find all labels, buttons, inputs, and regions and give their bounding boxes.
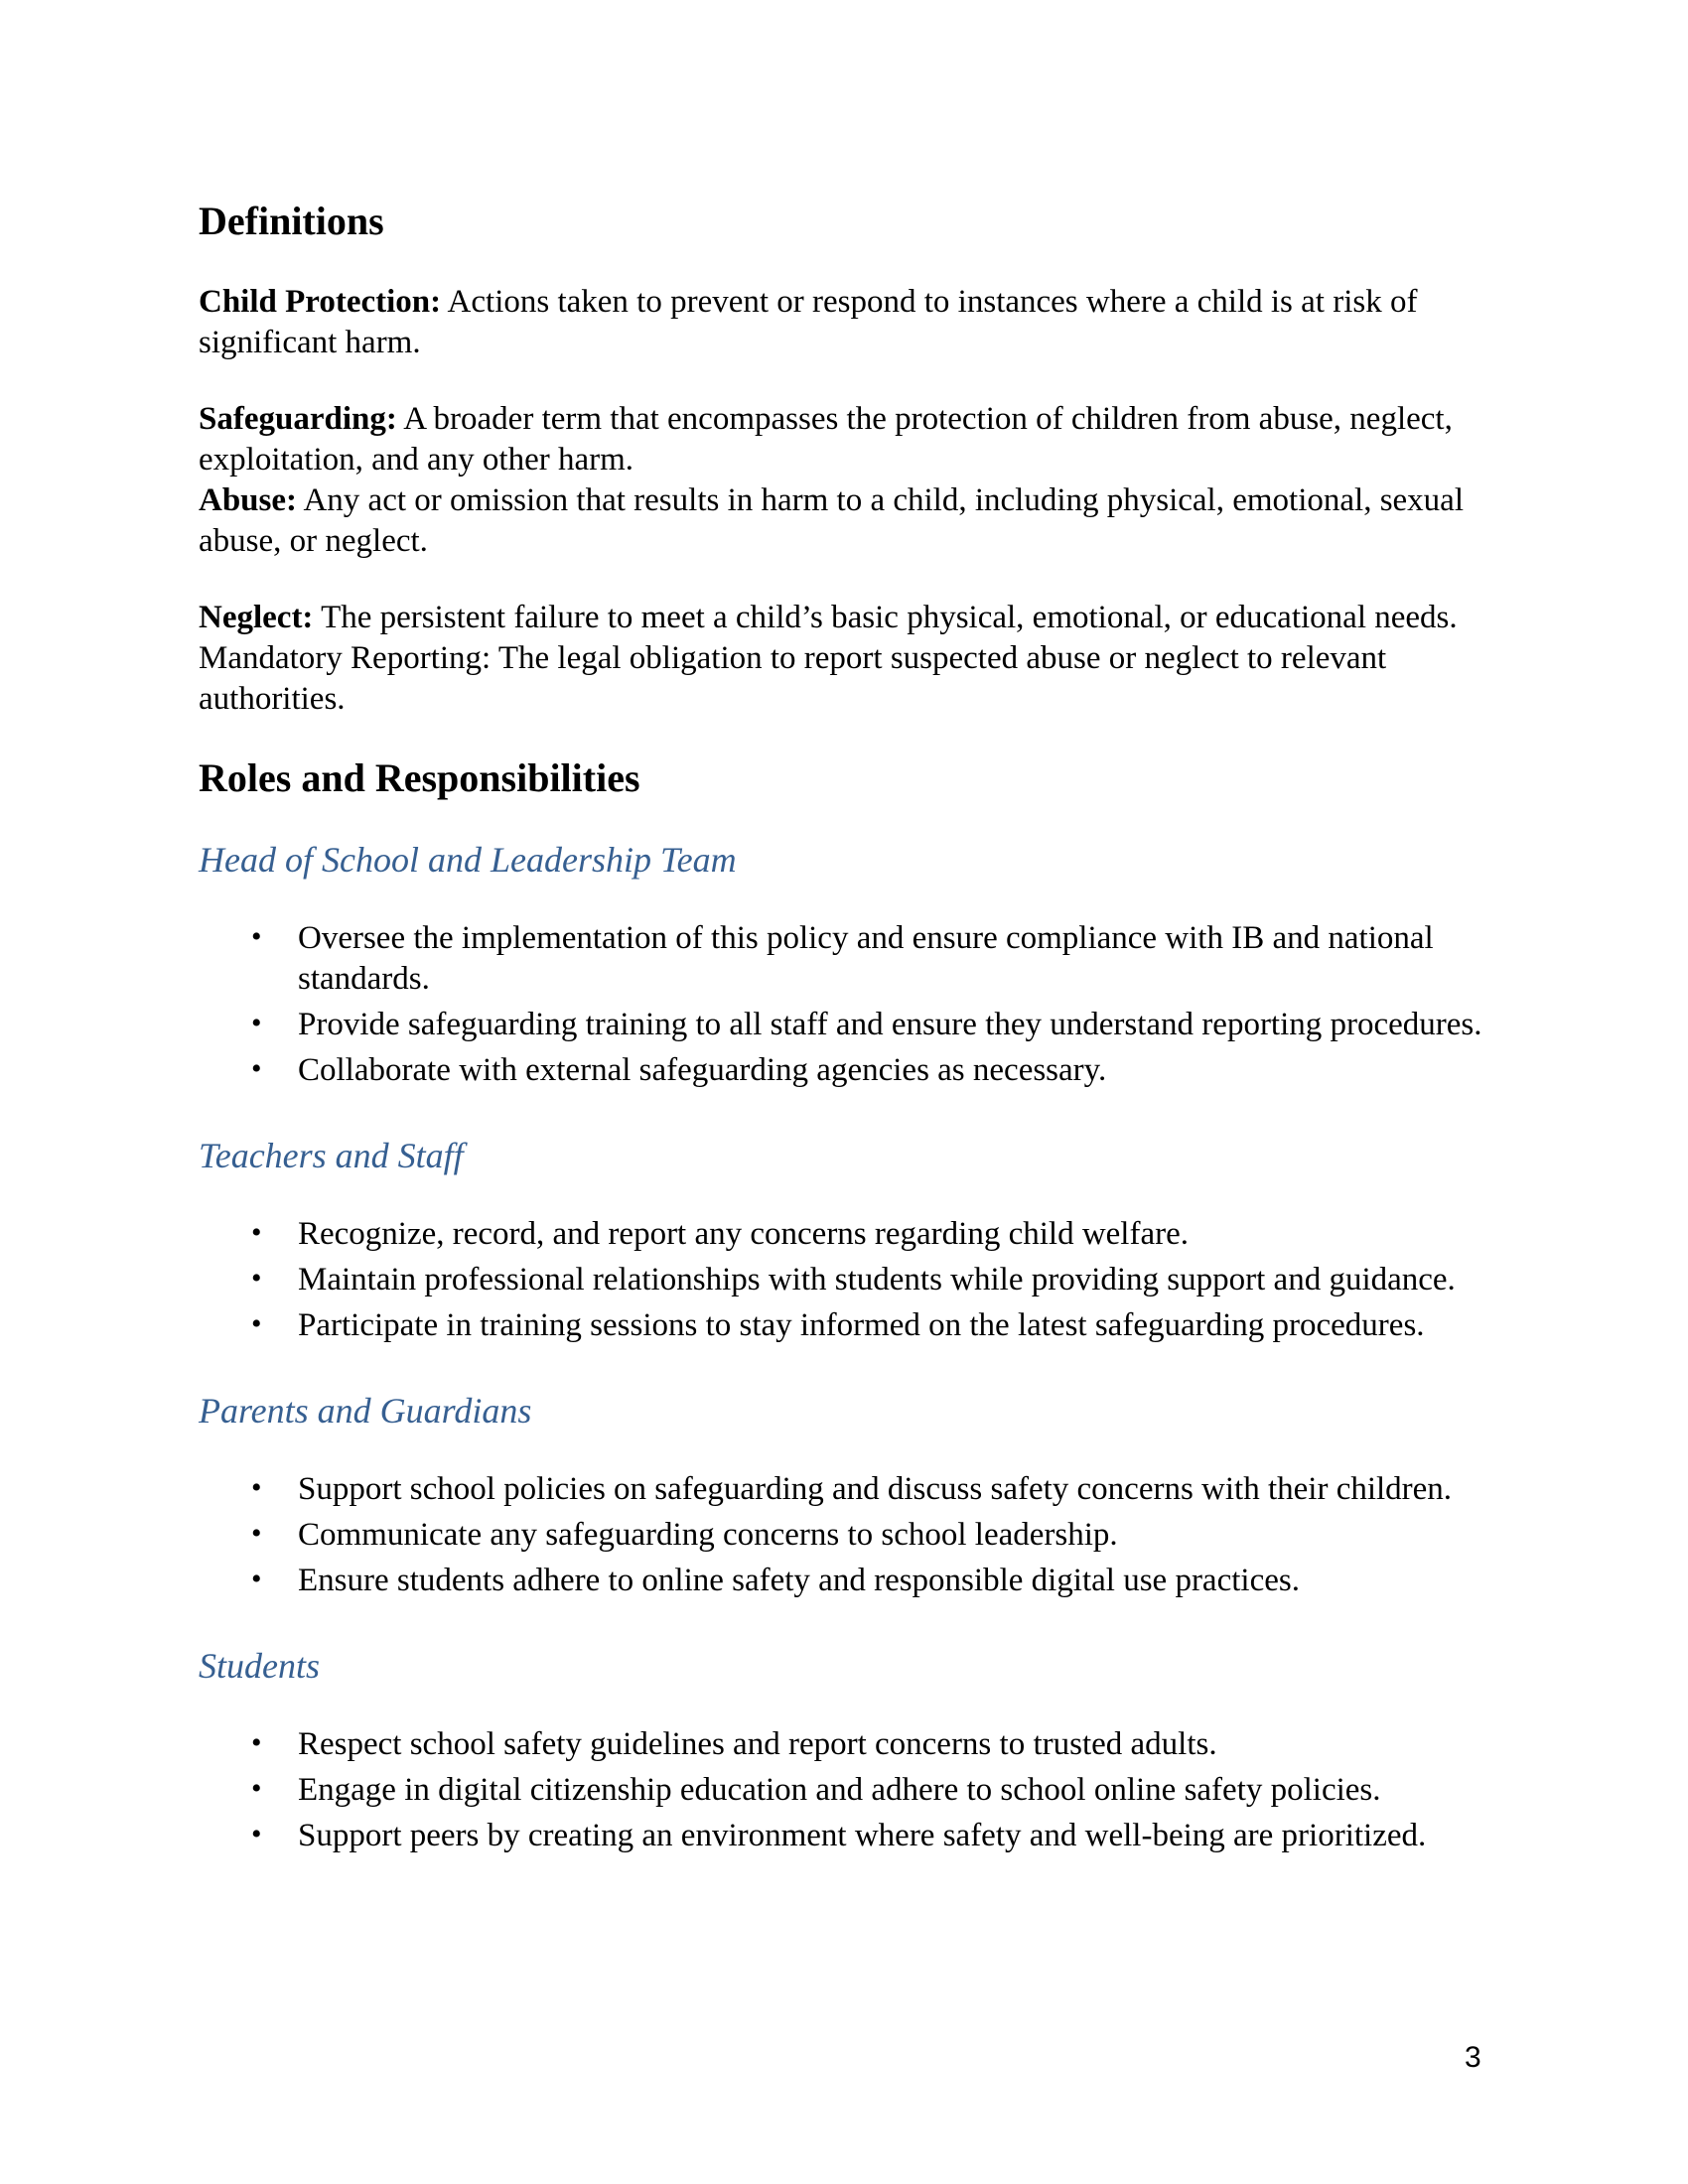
- bullet-icon: •: [251, 920, 262, 953]
- bullet-text: Communicate any safeguarding concerns to school leadership.: [298, 1517, 1118, 1553]
- bullet-icon: •: [251, 1563, 262, 1595]
- bullet-item: [199, 1050, 1494, 1091]
- definitions-heading: Definitions: [199, 199, 384, 243]
- bullet-item: [199, 918, 1494, 1000]
- bullet-text: Oversee the implementation of this policy and ensure compliance with IB and national standards.: [298, 920, 1434, 997]
- bullet-item: [199, 1816, 1494, 1856]
- bullet-text: Recognize, record, and report any concerns regarding child welfare.: [298, 1216, 1189, 1252]
- bullet-item: [199, 1770, 1494, 1811]
- bullet-icon: •: [251, 1052, 262, 1085]
- definition-term: Abuse:: [199, 482, 298, 518]
- bullet-icon: •: [251, 1007, 262, 1039]
- bullet-list: [199, 1469, 1494, 1601]
- definition-term: Neglect:: [199, 600, 314, 635]
- bullet-item: [199, 1515, 1494, 1556]
- bullet-text: Maintain professional relationships with students while providing support and guidance.: [298, 1262, 1456, 1297]
- roles-subsections: [199, 839, 1494, 1856]
- bullet-text: Respect school safety guidelines and report concerns to trusted adults.: [298, 1726, 1217, 1762]
- subsection-title: Teachers and Staff: [199, 1136, 464, 1175]
- definition-paragraph: Neglect: The persistent failure to meet a child’s basic physical, emotional, or educational needs. Mandatory Reporting: The legal obligation to report suspected abuse or neglect to relevant authorities.: [199, 600, 1458, 717]
- subsection-title: Students: [199, 1646, 320, 1686]
- definitions-paragraphs: [199, 282, 1494, 720]
- bullet-item: [199, 1724, 1494, 1765]
- subsection-title: Head of School and Leadership Team: [199, 840, 737, 880]
- bullet-item: [199, 1305, 1494, 1346]
- page-content: [199, 199, 1494, 1900]
- bullet-icon: •: [251, 1517, 262, 1550]
- subsection-title: Parents and Guardians: [199, 1391, 532, 1431]
- definition-paragraph: Child Protection: Actions taken to prevent or respond to instances where a child is at risk of significant harm.: [199, 284, 1418, 360]
- bullet-text: Support peers by creating an environment where safety and well-being are prioritized.: [298, 1818, 1427, 1853]
- bullet-icon: •: [251, 1726, 262, 1759]
- bullet-item: [199, 1214, 1494, 1255]
- bullet-text: Collaborate with external safeguarding agencies as necessary.: [298, 1052, 1107, 1088]
- bullet-list: [199, 1214, 1494, 1346]
- page-number: 3: [1465, 2041, 1481, 2074]
- bullet-icon: •: [251, 1818, 262, 1850]
- bullet-list: [199, 1724, 1494, 1856]
- bullet-text: Support school policies on safeguarding and discuss safety concerns with their children.: [298, 1471, 1453, 1507]
- definition-term: Child Protection:: [199, 284, 442, 320]
- bullet-list: [199, 918, 1494, 1091]
- bullet-icon: •: [251, 1471, 262, 1504]
- bullet-item: [199, 1469, 1494, 1510]
- roles-heading: Roles and Responsibilities: [199, 755, 640, 800]
- bullet-text: Ensure students adhere to online safety and responsible digital use practices.: [298, 1563, 1300, 1598]
- bullet-icon: •: [251, 1216, 262, 1249]
- definition-term: Safeguarding:: [199, 401, 397, 437]
- bullet-item: [199, 1561, 1494, 1601]
- bullet-text: Provide safeguarding training to all staff and ensure they understand reporting procedures.: [298, 1007, 1482, 1042]
- bullet-icon: •: [251, 1307, 262, 1340]
- bullet-icon: •: [251, 1262, 262, 1295]
- bullet-icon: •: [251, 1772, 262, 1805]
- bullet-text: Participate in training sessions to stay informed on the latest safeguarding procedures.: [298, 1307, 1425, 1343]
- bullet-text: Engage in digital citizenship education and adhere to school online safety policies.: [298, 1772, 1381, 1808]
- bullet-item: [199, 1260, 1494, 1300]
- bullet-item: [199, 1005, 1494, 1045]
- definition-paragraph: Safeguarding: A broader term that encompasses the protection of children from abuse, neglect, exploitation, and any other harm. Abuse: Any act or omission that results in harm to a child, including physical, emotional, sexual abuse, or neglect.: [199, 401, 1464, 559]
